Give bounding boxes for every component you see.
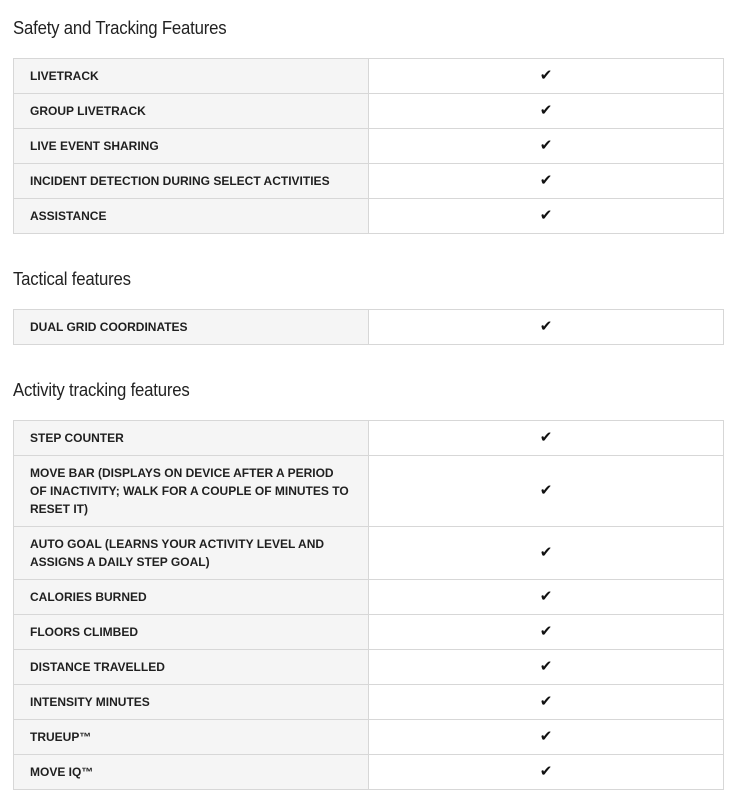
feature-value (369, 527, 724, 580)
feature-value (369, 580, 724, 615)
table-row (14, 129, 724, 164)
spec-table-safety-tracking (13, 58, 724, 234)
section-title-activity-tracking: Activity tracking features (13, 380, 190, 400)
feature-value (369, 720, 724, 755)
feature-label: TRUEUP™ (14, 720, 369, 755)
checkmark-icon: ✔ (539, 692, 553, 710)
table-row (14, 720, 724, 755)
checkmark-icon: ✔ (539, 428, 553, 446)
checkmark-icon: ✔ (539, 66, 553, 84)
table-row (14, 615, 724, 650)
spec-table-tactical (13, 309, 724, 345)
feature-value (369, 755, 724, 790)
feature-value (369, 421, 724, 456)
feature-value (369, 615, 724, 650)
checkmark-icon: ✔ (539, 317, 553, 335)
feature-value (369, 650, 724, 685)
section-title-tactical: Tactical features (13, 269, 131, 289)
feature-label: ASSISTANCE (14, 199, 369, 234)
table-row (14, 580, 724, 615)
feature-value (369, 685, 724, 720)
checkmark-icon: ✔ (539, 622, 553, 640)
checkmark-icon: ✔ (539, 762, 553, 780)
feature-label: DISTANCE TRAVELLED (14, 650, 369, 685)
feature-value (369, 129, 724, 164)
section-title-safety-tracking: Safety and Tracking Features (13, 18, 227, 38)
checkmark-icon: ✔ (539, 587, 553, 605)
checkmark-icon: ✔ (539, 171, 553, 189)
feature-value (369, 310, 724, 345)
feature-value (369, 199, 724, 234)
feature-label: MOVE IQ™ (14, 755, 369, 790)
feature-label: LIVETRACK (14, 59, 369, 94)
table-row (14, 456, 724, 527)
feature-label: FLOORS CLIMBED (14, 615, 369, 650)
feature-label: LIVE EVENT SHARING (14, 129, 369, 164)
feature-value (369, 94, 724, 129)
table-row (14, 164, 724, 199)
table-row (14, 310, 724, 345)
table-row (14, 755, 724, 790)
checkmark-icon: ✔ (539, 136, 553, 154)
table-row (14, 199, 724, 234)
checkmark-icon: ✔ (539, 481, 553, 499)
checkmark-icon: ✔ (539, 206, 553, 224)
table-row (14, 59, 724, 94)
checkmark-icon: ✔ (539, 657, 553, 675)
table-row (14, 94, 724, 129)
feature-label: AUTO GOAL (LEARNS YOUR ACTIVITY LEVEL AND ASSIGNS A DAILY STEP GOAL) (14, 527, 369, 580)
feature-label: GROUP LIVETRACK (14, 94, 369, 129)
table-row (14, 421, 724, 456)
checkmark-icon: ✔ (539, 101, 553, 119)
feature-value (369, 164, 724, 199)
feature-label: MOVE BAR (DISPLAYS ON DEVICE AFTER A PERIOD OF INACTIVITY; WALK FOR A COUPLE OF MINUTES TO RESET IT) (14, 456, 369, 527)
table-row (14, 650, 724, 685)
spec-table-activity-tracking (13, 420, 724, 790)
feature-label: STEP COUNTER (14, 421, 369, 456)
checkmark-icon: ✔ (539, 727, 553, 745)
table-row (14, 527, 724, 580)
checkmark-icon: ✔ (539, 543, 553, 561)
feature-value (369, 59, 724, 94)
table-row (14, 685, 724, 720)
feature-label: INCIDENT DETECTION DURING SELECT ACTIVITIES (14, 164, 369, 199)
feature-value (369, 456, 724, 527)
feature-label: CALORIES BURNED (14, 580, 369, 615)
feature-label: DUAL GRID COORDINATES (14, 310, 369, 345)
feature-label: INTENSITY MINUTES (14, 685, 369, 720)
